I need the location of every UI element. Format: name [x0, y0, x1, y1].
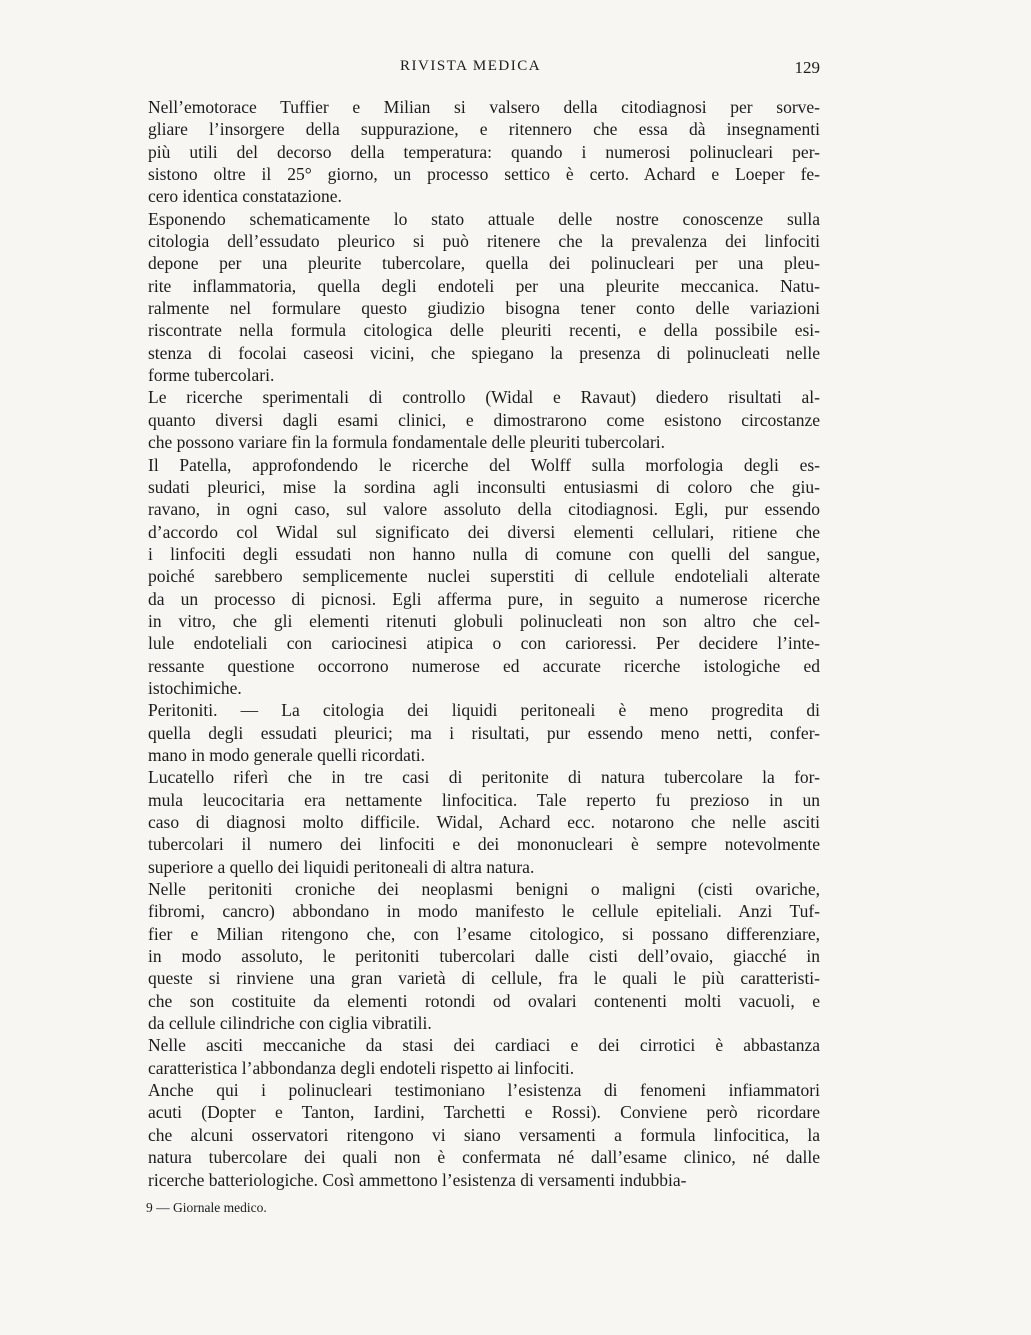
text-line: che son costituite da elementi rotondi od ovalari contenenti molti vacuoli, e	[148, 990, 820, 1011]
text-line: in vitro, che gli elementi ritenuti globuli polinucleati non son altro che cel-	[148, 610, 820, 631]
text-line: ressante questione occorrono numerose ed accurate ricerche istologiche ed	[148, 655, 820, 676]
paragraph	[120, 454, 820, 700]
text-line: natura tubercolare dei quali non è confermata né dall’esame clinico, né dalle	[148, 1147, 820, 1168]
text-line: Esponendo schematicamente lo stato attuale delle nostre conoscenze sulla	[148, 208, 820, 229]
text-line: caso di diagnosi molto difficile. Widal, Achard ecc. notarono che nelle asciti	[148, 812, 820, 832]
text-line: istochimiche.	[148, 677, 242, 698]
page-number: 129	[794, 58, 820, 77]
paragraph	[120, 208, 820, 387]
text-line: sistono oltre il 25° giorno, un processo settico è certo. Achard e Loeper fe-	[148, 164, 820, 185]
text-line: Anche qui i polinucleari testimoniano l’esistenza di fenomeni infiammatori	[148, 1080, 820, 1101]
text-line: ravano, in ogni caso, sul valore assoluto della citodiagnosi. Egli, pur essendo	[148, 499, 820, 520]
text-line: mano in modo generale quelli ricordati.	[148, 744, 425, 765]
text-line: Il Patella, approfondendo le ricerche del Wolff sulla morfologia degli es-	[148, 454, 820, 475]
text-line: stenza di focolai caseosi vicini, che spiegano la presenza di polinucleati nelle	[148, 342, 820, 363]
text-line: tubercolari il numero dei linfociti e dei mononucleari è sempre notevolmente	[148, 834, 820, 855]
text-line: Lucatello riferì che in tre casi di peritonite di natura tubercolare la for-	[148, 767, 820, 788]
text-line: da un processo di picnosi. Egli afferma pure, in seguito a numerose ricerche	[148, 588, 820, 609]
body-text	[120, 96, 820, 1191]
text-line: citologia dell’essudato pleurico si può ritenere che la prevalenza dei linfociti	[148, 231, 820, 252]
text-line: quella degli essudati pleurici; ma i risultati, pur essendo meno netti, confer-	[148, 722, 820, 743]
text-line: acuti (Dopter e Tanton, Iardini, Tarchetti e Rossi). Conviene però ricordare	[148, 1102, 820, 1123]
text-line: mula leucocitaria era nettamente linfocitica. Tale reperto fu prezioso in un	[148, 789, 820, 810]
text-line: depone per una pleurite tubercolare, quella dei polinucleari per una pleu-	[148, 253, 820, 274]
page-header	[120, 58, 820, 82]
text-line: quanto diversi dagli esami clinici, e dimostrarono come esistono circostanze	[148, 409, 820, 430]
text-line: caratteristica l’abbondanza degli endoteli rispetto ai linfociti.	[148, 1057, 575, 1078]
text-line: Nelle peritoniti croniche dei neoplasmi benigni o maligni (cisti ovariche,	[148, 879, 820, 900]
text-line: sudati pleurici, mise la sordina agli inconsulti entusiasmi di coloro che giu-	[148, 476, 820, 497]
paragraph	[120, 1079, 820, 1191]
text-line: forme tubercolari.	[148, 365, 275, 386]
text-line: ralmente nel formulare questo giudizio bisogna tener conto delle variazioni	[148, 298, 820, 319]
running-title: RIVISTA MEDICA	[400, 58, 542, 74]
text-line: poiché sarebbero semplicemente nuclei superstiti di cellule endoteliali alterate	[148, 566, 820, 587]
paragraph	[120, 96, 820, 208]
text-line: rite inflammatoria, quella degli endoteli per una pleurite meccanica. Natu-	[148, 275, 820, 296]
text-line: Peritoniti. — La citologia dei liquidi peritoneali è meno progredita di	[148, 700, 820, 721]
text-line: Le ricerche sperimentali di controllo (Widal e Ravaut) diedero risultati al-	[148, 387, 820, 408]
paragraph	[120, 386, 820, 453]
paragraph	[120, 878, 820, 1034]
text-line: fier e Milian ritengono che, con l’esame citologico, si possano differenziare,	[148, 923, 820, 944]
text-line: più utili del decorso della temperatura: quando i numerosi polinucleari per-	[148, 141, 820, 162]
text-line: ricerche batteriologiche. Così ammettono l’esistenza di versamenti indubbia-	[148, 1169, 687, 1190]
text-line: che alcuni osservatori ritengono vi siano versamenti a formula linfocitica, la	[148, 1124, 820, 1145]
paragraph	[120, 1034, 820, 1079]
text-line: che possono variare fin la formula fondamentale delle pleuriti tubercolari.	[148, 432, 666, 453]
text-line: i linfociti degli essudati non hanno nulla di comune con quelli del sangue,	[148, 543, 820, 564]
signature-footer: 9 — Giornale medico.	[146, 1200, 267, 1215]
text-line: lule endoteliali con cariocinesi atipica o con carioressi. Per decidere l’inte-	[148, 633, 820, 654]
text-line: fibromi, cancro) abbondano in modo manifesto le cellule epiteliali. Anzi Tuf-	[148, 901, 820, 922]
paragraph	[120, 766, 820, 878]
text-line: d’accordo col Widal sul significato dei diversi elementi cellulari, ritiene che	[148, 521, 820, 542]
text-line: Nelle asciti meccaniche da stasi dei cardiaci e dei cirrotici è abbastanza	[148, 1035, 820, 1056]
text-line: riscontrate nella formula citologica delle pleuriti recenti, e della possibile esi-	[148, 320, 820, 341]
text-line: in modo assoluto, le peritoniti tubercolari dalle cisti dell’ovaio, giacché in	[148, 946, 820, 967]
text-line: gliare l’insorgere della suppurazione, e ritennero che essa dà insegnamenti	[148, 119, 820, 140]
text-line: queste si rinviene una gran varietà di cellule, fra le quali le più caratteristi-	[148, 968, 820, 989]
text-line: superiore a quello dei liquidi peritoneali di altra natura.	[148, 856, 535, 877]
paragraph	[120, 699, 820, 766]
text-line: cero identica constatazione.	[148, 186, 342, 207]
text-line: da cellule cilindriche con ciglia vibratili.	[148, 1013, 432, 1034]
text-line: Nell’emotorace Tuffier e Milian si valsero della citodiagnosi per sorve-	[148, 97, 820, 117]
